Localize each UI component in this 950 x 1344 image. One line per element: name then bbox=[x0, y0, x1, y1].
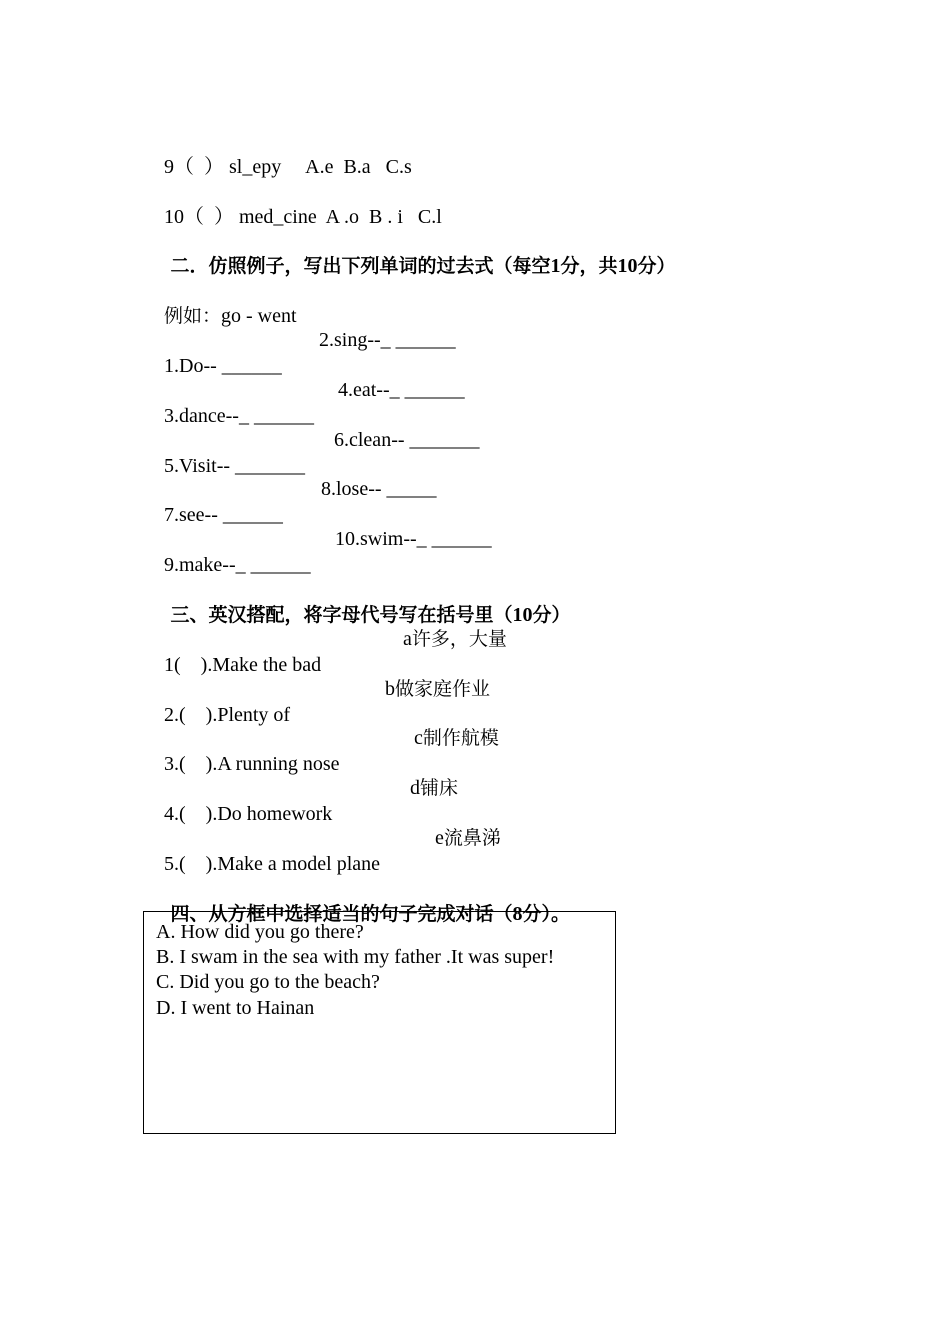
past-tense-item: 5.Visit-- _______ bbox=[164, 455, 306, 477]
matching-row bbox=[144, 626, 564, 676]
matching-chinese: 流鼻涕 bbox=[443, 827, 501, 849]
past-tense-row bbox=[144, 526, 544, 576]
matching-letter: e bbox=[435, 827, 444, 849]
answer-paren: （ ） bbox=[174, 156, 224, 178]
past-tense-row bbox=[144, 476, 544, 526]
matching-row bbox=[144, 725, 564, 775]
matching-english: 3.( ).A running nose bbox=[164, 753, 340, 775]
matching-english: 2.( ).Plenty of bbox=[164, 704, 291, 726]
heading-text: 分） bbox=[532, 604, 571, 626]
past-tense-item: 8.lose-- _____ bbox=[321, 478, 437, 500]
past-tense-item: 1.Do-- ______ bbox=[164, 355, 282, 377]
matching-english: 5.( ).Make a model plane bbox=[164, 853, 381, 875]
matching-answer bbox=[435, 825, 501, 851]
matching-row bbox=[144, 676, 564, 726]
question-options: A .o B . i C.l bbox=[325, 206, 442, 228]
past-tense-item: 4.eat--_ ______ bbox=[338, 379, 465, 401]
past-tense-item: 9.make--_ ______ bbox=[164, 554, 311, 576]
heading-text: 分，共 bbox=[560, 255, 618, 277]
matching-answer bbox=[414, 725, 499, 751]
matching-english: 4.( ).Do homework bbox=[164, 803, 333, 825]
question-number: 10 bbox=[164, 206, 184, 228]
matching-chinese: 许多，大量 bbox=[411, 628, 507, 650]
matching-chinese: 制作航模 bbox=[422, 727, 499, 749]
example-value: go - went bbox=[221, 305, 297, 327]
question-word: med_cine bbox=[239, 206, 317, 228]
past-tense-item: 2.sing--_ ______ bbox=[319, 329, 456, 351]
matching-answer bbox=[403, 626, 507, 652]
past-tense-row bbox=[144, 327, 544, 377]
heading-text: 分）。 bbox=[522, 903, 570, 925]
question-number: 9 bbox=[164, 156, 174, 178]
matching-letter: b bbox=[385, 678, 395, 700]
sentence-option-d: D. I went to Hainan bbox=[156, 997, 315, 1019]
matching-chinese: 铺床 bbox=[420, 777, 459, 799]
past-tense-item: 3.dance--_ ______ bbox=[164, 405, 314, 427]
heading-number: 10 bbox=[512, 604, 533, 626]
matching-row bbox=[144, 825, 564, 875]
past-tense-item: 6.clean-- _______ bbox=[334, 429, 480, 451]
matching-letter: d bbox=[410, 777, 420, 799]
question-options: A.e B.a C.s bbox=[305, 156, 412, 178]
sentence-option-b: B. I swam in the sea with my father .It was super! bbox=[156, 946, 555, 968]
matching-row bbox=[144, 775, 564, 825]
question-word: sl_epy bbox=[229, 156, 282, 178]
heading-text: 四、从方框中选择适当的句子完成对话（ bbox=[170, 903, 513, 925]
heading-number: 1 bbox=[550, 255, 561, 277]
past-tense-row bbox=[144, 377, 544, 427]
sentence-options-box bbox=[143, 911, 616, 1134]
past-tense-row bbox=[144, 427, 544, 477]
sentence-option-c: C. Did you go to the beach? bbox=[156, 971, 380, 993]
matching-letter: c bbox=[414, 727, 423, 749]
past-tense-item: 7.see-- ______ bbox=[164, 504, 283, 526]
heading-number: 10 bbox=[617, 255, 638, 277]
answer-paren: （ ） bbox=[184, 206, 234, 228]
matching-answer bbox=[410, 775, 458, 801]
heading-text: 分） bbox=[637, 255, 676, 277]
matching-english: 1( ).Make the bad bbox=[164, 654, 322, 676]
matching-answer bbox=[385, 676, 490, 702]
heading-text: 三、英汉搭配，将字母代号写在括号里（ bbox=[170, 604, 513, 626]
heading-text: 二．仿照例子，写出下列单词的过去式（每空 bbox=[170, 255, 551, 277]
sentence-option-a: A. How did you go there? bbox=[156, 921, 364, 943]
past-tense-item: 10.swim--_ ______ bbox=[335, 528, 492, 550]
heading-number: 8 bbox=[512, 903, 523, 925]
example-label: 例如： bbox=[164, 305, 222, 327]
matching-chinese: 做家庭作业 bbox=[395, 678, 491, 700]
matching-letter: a bbox=[403, 628, 412, 650]
